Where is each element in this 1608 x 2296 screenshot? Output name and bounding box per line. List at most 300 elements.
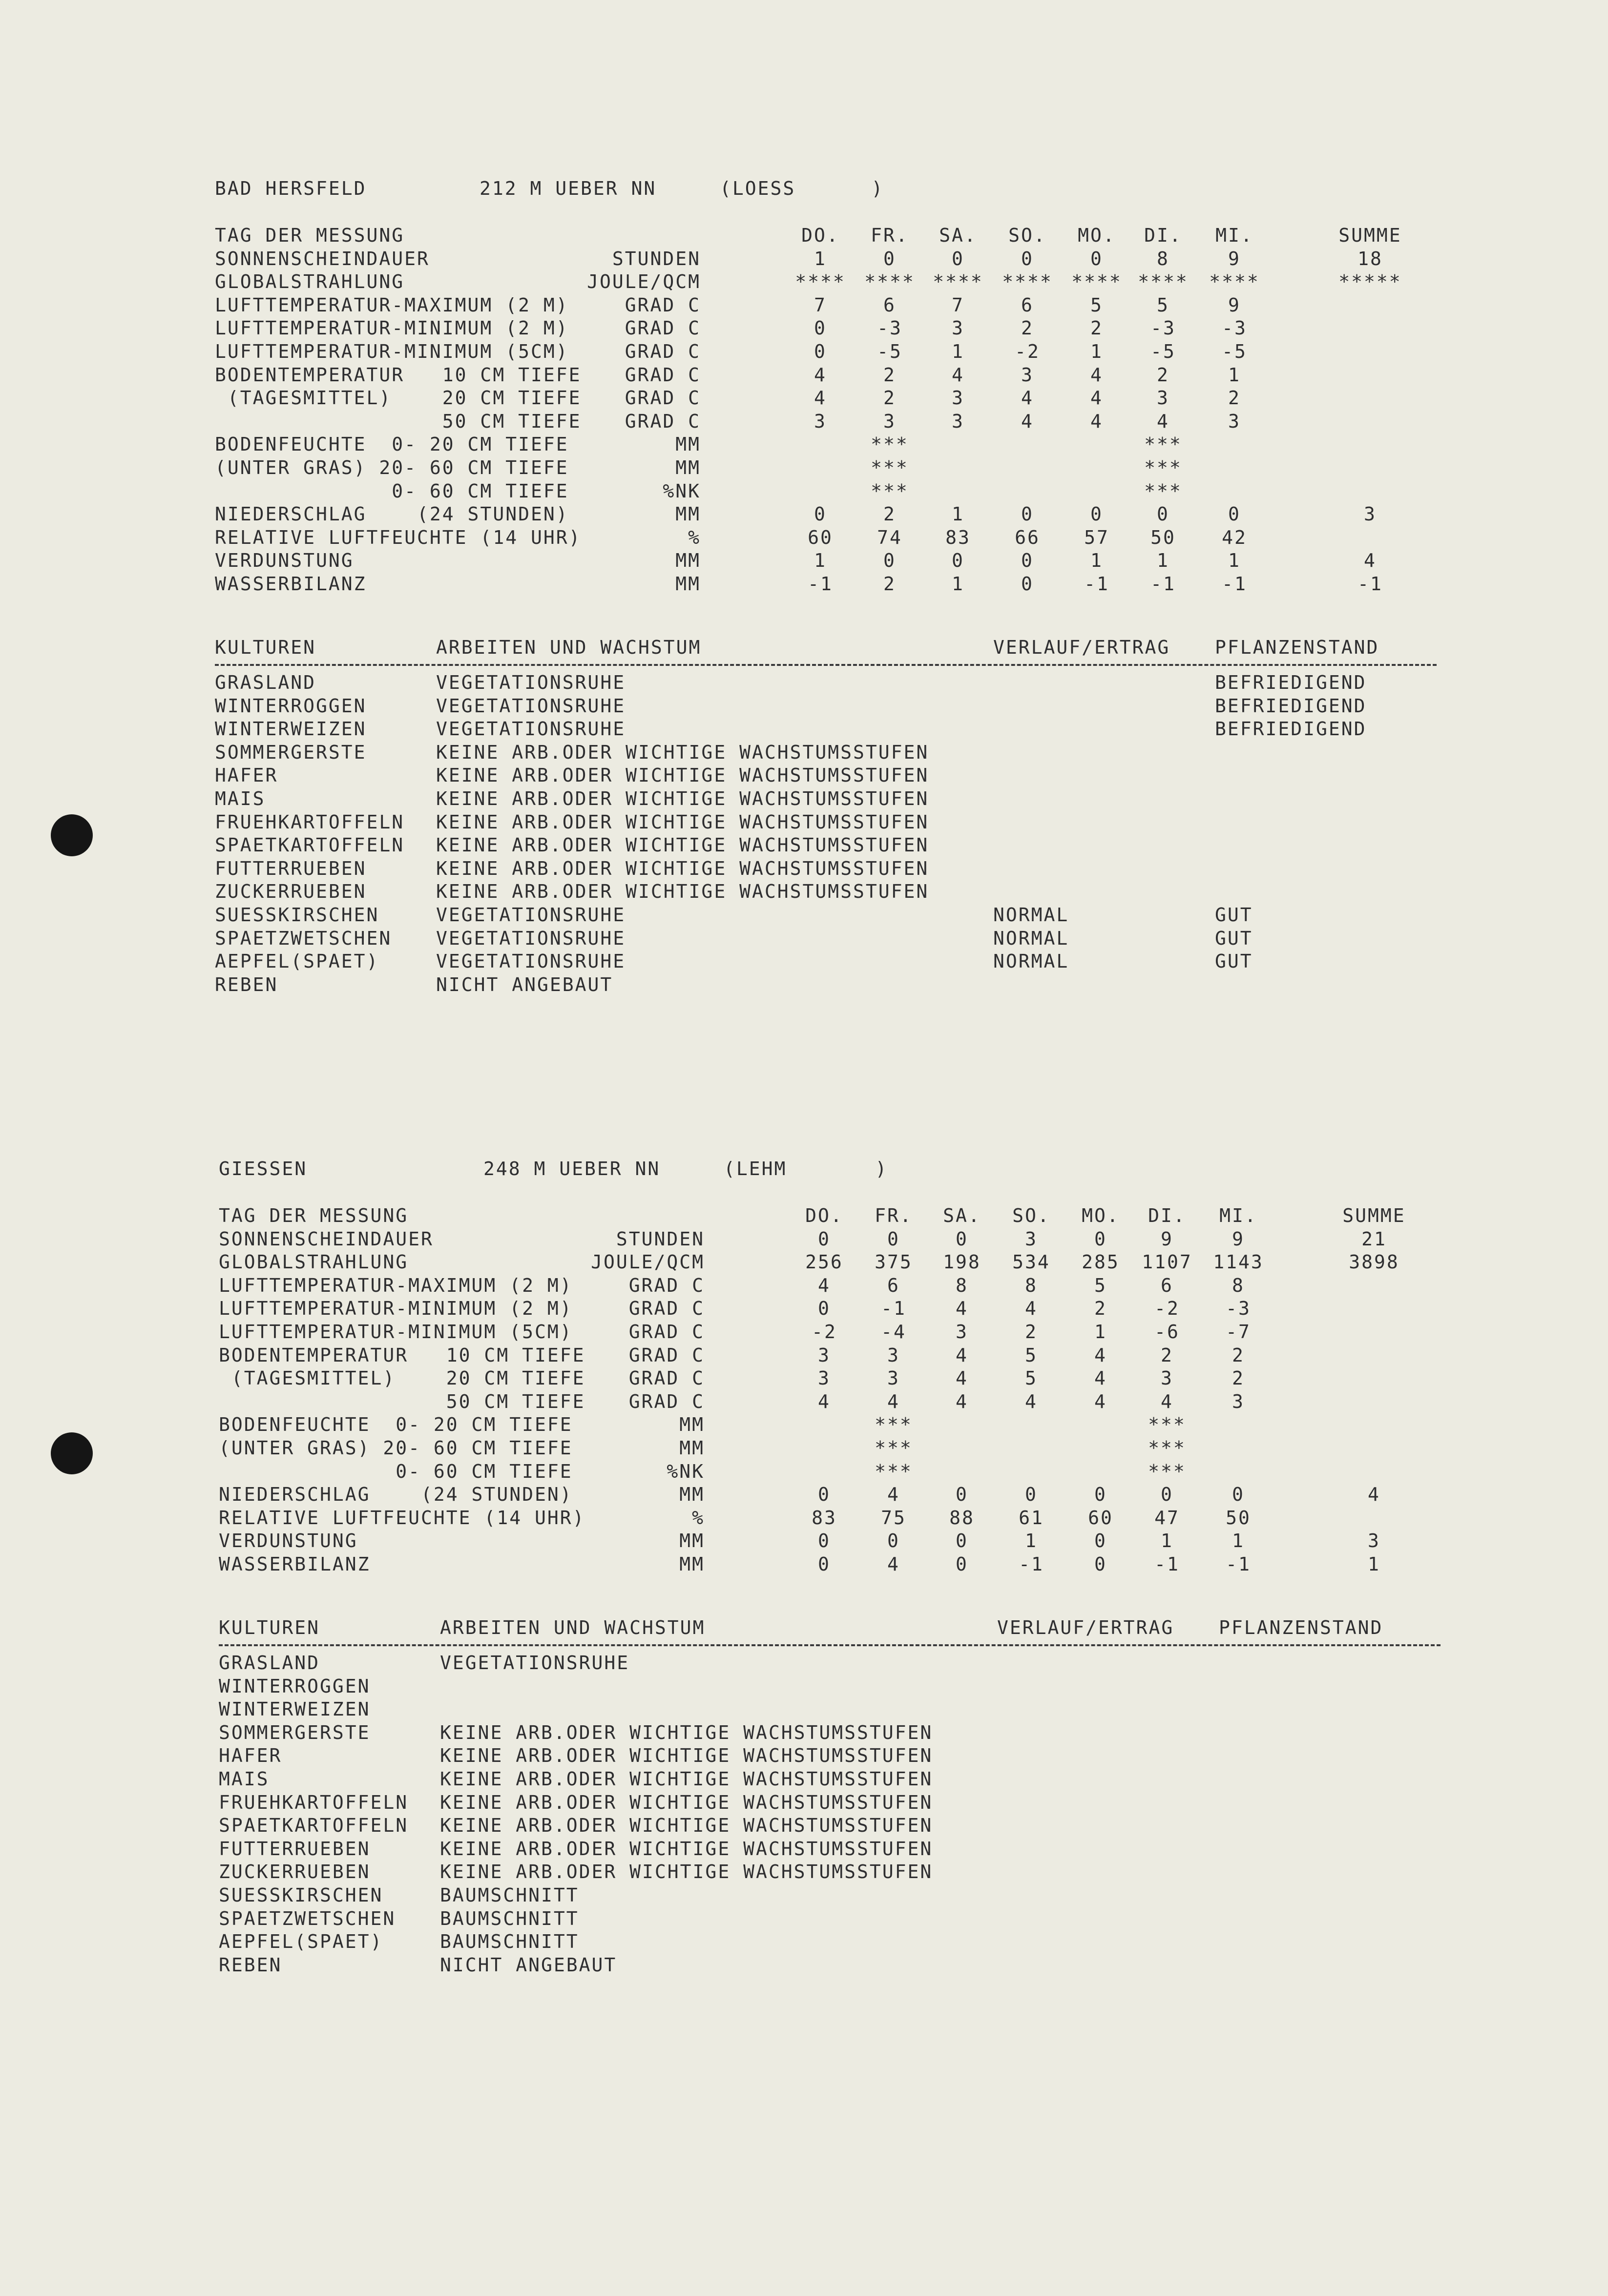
crop-name: AEPFEL(SPAET) — [215, 951, 379, 972]
weather-value: 5 — [1025, 1367, 1038, 1389]
weather-value: 0 — [814, 341, 827, 362]
weather-value: -2 — [812, 1321, 837, 1343]
weather-value: 1143 — [1213, 1251, 1264, 1273]
weather-value: 2 — [1232, 1344, 1245, 1366]
crop-name: REBEN — [215, 973, 278, 995]
weather-value: 4 — [887, 1553, 900, 1575]
weather-value: 4 — [1025, 1390, 1038, 1412]
weather-value: 4 — [887, 1390, 900, 1412]
weather-value: *** — [871, 434, 909, 455]
weather-value: 0 — [956, 1530, 968, 1552]
weather-row-unit: GRAD C — [628, 1274, 705, 1296]
weather-row-unit: MM — [679, 1553, 705, 1575]
crop-name: GRASLAND — [219, 1652, 320, 1674]
day-header: FR. — [871, 225, 909, 246]
weather-value: 0 — [1232, 1484, 1245, 1506]
crops-header-arbeiten: ARBEITEN UND WACHSTUM — [440, 1617, 706, 1638]
day-header: DI. — [1148, 1205, 1186, 1226]
weather-row-label: SONNENSCHEINDAUER — [215, 248, 430, 269]
weather-value: 6 — [1161, 1274, 1173, 1296]
weather-value: 0 — [1094, 1228, 1107, 1250]
weather-value: 8 — [956, 1274, 968, 1296]
weather-value: 6 — [887, 1274, 900, 1296]
weather-value: 1107 — [1142, 1251, 1192, 1273]
weather-value: 1 — [1228, 550, 1241, 572]
weather-sum: 3 — [1364, 503, 1377, 525]
weather-value: 0 — [1025, 1484, 1038, 1506]
weather-value: 5 — [1090, 294, 1103, 316]
weather-row-label: NIEDERSCHLAG (24 STUNDEN) — [215, 503, 569, 525]
weather-value: 4 — [956, 1298, 968, 1320]
weather-row-unit: MM — [675, 550, 701, 572]
weather-row-label: GLOBALSTRAHLUNG — [215, 271, 405, 293]
weather-row-label: SONNENSCHEINDAUER — [219, 1228, 434, 1250]
weather-value: 2 — [883, 503, 896, 525]
weather-sum: -1 — [1357, 573, 1383, 595]
weather-value: 534 — [1012, 1251, 1050, 1273]
weather-value: 0 — [952, 248, 964, 269]
weather-row-unit: MM — [675, 503, 701, 525]
weather-row-label: 0- 60 CM TIEFE — [215, 480, 569, 502]
crop-name: REBEN — [219, 1954, 282, 1976]
weather-row-label: NIEDERSCHLAG (24 STUNDEN) — [219, 1484, 573, 1506]
weather-value: -6 — [1154, 1321, 1180, 1343]
crops-separator — [215, 664, 1437, 666]
weather-value: 3 — [956, 1321, 968, 1343]
weather-value: 2 — [1232, 1367, 1245, 1389]
weather-value: 0 — [818, 1553, 831, 1575]
crop-work: BAUMSCHNITT — [440, 1884, 579, 1906]
weather-value: 0 — [883, 248, 896, 269]
station-elevation: 248 M UEBER NN — [483, 1158, 661, 1179]
weather-value: 88 — [949, 1507, 975, 1529]
weather-value: 3 — [1157, 387, 1169, 409]
weather-value: -2 — [1154, 1298, 1180, 1320]
weather-value: -2 — [1015, 341, 1040, 362]
weather-value: 3 — [952, 317, 964, 339]
weather-value: *** — [1144, 457, 1182, 478]
weather-row-label: 50 CM TIEFE — [219, 1390, 585, 1412]
weather-row-label: LUFTTEMPERATUR-MINIMUM (2 M) — [219, 1298, 573, 1320]
weather-value: 3 — [1228, 410, 1241, 432]
crop-work: KEINE ARB.ODER WICHTIGE WACHSTUMSSTUFEN — [440, 1861, 933, 1883]
weather-row-unit: GRAD C — [625, 317, 701, 339]
weather-value: 4 — [1094, 1367, 1107, 1389]
weather-value: -3 — [877, 317, 902, 339]
weather-row-unit: MM — [675, 457, 701, 478]
weather-value: 2 — [1094, 1298, 1107, 1320]
weather-value: 0 — [818, 1228, 831, 1250]
weather-row-label: WASSERBILANZ — [219, 1553, 371, 1575]
weather-value: **** — [864, 271, 915, 293]
weather-value: 4 — [1090, 364, 1103, 386]
weather-value: 2 — [883, 387, 896, 409]
weather-value: 256 — [805, 1251, 843, 1273]
crops-header-kulturen: KULTUREN — [215, 637, 316, 658]
weather-value: 42 — [1222, 526, 1247, 548]
weather-value: 0 — [1094, 1530, 1107, 1552]
weather-row-unit: GRAD C — [625, 410, 701, 432]
weather-value: *** — [871, 480, 909, 502]
weather-row-label: (UNTER GRAS) 20- 60 CM TIEFE — [219, 1437, 573, 1459]
weather-value: 9 — [1228, 294, 1241, 316]
crop-name: MAIS — [215, 788, 266, 809]
weather-row-unit: GRAD C — [628, 1298, 705, 1320]
weather-value: -1 — [1084, 573, 1109, 595]
weather-row-label: LUFTTEMPERATUR-MINIMUM (2 M) — [215, 317, 569, 339]
weather-value: 60 — [808, 526, 833, 548]
weather-value: 1 — [1025, 1530, 1038, 1552]
crops-header-arbeiten: ARBEITEN UND WACHSTUM — [436, 637, 702, 658]
weather-value: 0 — [1021, 573, 1034, 595]
weather-value: 3 — [952, 387, 964, 409]
crop-work: KEINE ARB.ODER WICHTIGE WACHSTUMSSTUFEN — [436, 765, 929, 786]
weather-row-label: (UNTER GRAS) 20- 60 CM TIEFE — [215, 457, 569, 478]
weather-value: 0 — [818, 1530, 831, 1552]
weather-sum: 21 — [1361, 1228, 1387, 1250]
day-label: TAG DER MESSUNG — [219, 1205, 409, 1226]
weather-value: 2 — [1090, 317, 1103, 339]
crop-work: VEGETATIONSRUHE — [436, 718, 626, 740]
weather-value: 4 — [1094, 1344, 1107, 1366]
weather-value: 0 — [956, 1484, 968, 1506]
weather-sum: 3 — [1368, 1530, 1380, 1552]
weather-value: 285 — [1082, 1251, 1120, 1273]
weather-row-label: GLOBALSTRAHLUNG — [219, 1251, 409, 1273]
weather-value: 4 — [814, 364, 827, 386]
weather-value: -3 — [1222, 317, 1247, 339]
weather-value: 4 — [1021, 410, 1034, 432]
weather-value: 0 — [1090, 503, 1103, 525]
weather-value: 0 — [1161, 1484, 1173, 1506]
weather-value: -3 — [1150, 317, 1176, 339]
crop-work: KEINE ARB.ODER WICHTIGE WACHSTUMSSTUFEN — [436, 881, 929, 903]
crop-work: VEGETATIONSRUHE — [436, 951, 626, 972]
weather-sum: 1 — [1368, 1553, 1380, 1575]
weather-value: 47 — [1154, 1507, 1180, 1529]
weather-value: -3 — [1226, 1298, 1251, 1320]
weather-value: 0 — [1090, 248, 1103, 269]
weather-value: *** — [1144, 434, 1182, 455]
weather-value: 4 — [1090, 387, 1103, 409]
crop-course: NORMAL — [993, 927, 1069, 949]
crop-name: AEPFEL(SPAET) — [219, 1931, 383, 1953]
weather-value: 8 — [1157, 248, 1169, 269]
day-header: MI. — [1219, 1205, 1257, 1226]
crop-name: WINTERWEIZEN — [219, 1698, 371, 1720]
weather-value: 0 — [887, 1530, 900, 1552]
crop-name: SOMMERGERSTE — [215, 741, 367, 763]
weather-value: 61 — [1019, 1507, 1044, 1529]
weather-value: -1 — [808, 573, 833, 595]
weather-value: *** — [1148, 1437, 1186, 1459]
weather-value: 0 — [814, 503, 827, 525]
weather-value: **** — [1002, 271, 1053, 293]
crop-work: NICHT ANGEBAUT — [440, 1954, 617, 1976]
weather-value: 5 — [1157, 294, 1169, 316]
weather-value: 0 — [814, 317, 827, 339]
weather-value: 4 — [1157, 410, 1169, 432]
weather-value: 74 — [877, 526, 902, 548]
weather-row-unit: MM — [679, 1414, 705, 1436]
crop-work: KEINE ARB.ODER WICHTIGE WACHSTUMSSTUFEN — [440, 1721, 933, 1743]
weather-value: -5 — [877, 341, 902, 362]
day-header: SA. — [939, 225, 977, 246]
crop-work: BAUMSCHNITT — [440, 1907, 579, 1929]
day-header: SA. — [943, 1205, 981, 1226]
weather-value: 3 — [887, 1367, 900, 1389]
weather-value: 1 — [814, 550, 827, 572]
weather-value: 4 — [818, 1274, 831, 1296]
weather-value: *** — [875, 1414, 913, 1436]
day-label: TAG DER MESSUNG — [215, 225, 405, 246]
crop-work: KEINE ARB.ODER WICHTIGE WACHSTUMSSTUFEN — [440, 1838, 933, 1860]
crops-header-stand: PFLANZENSTAND — [1215, 637, 1379, 658]
weather-value: 7 — [814, 294, 827, 316]
crop-work: KEINE ARB.ODER WICHTIGE WACHSTUMSSTUFEN — [440, 1745, 933, 1767]
weather-row-label: BODENFEUCHTE 0- 20 CM TIEFE — [219, 1414, 573, 1436]
weather-row-unit: MM — [675, 573, 701, 595]
crop-work: KEINE ARB.ODER WICHTIGE WACHSTUMSSTUFEN — [436, 811, 929, 833]
weather-row-label: VERDUNSTUNG — [215, 550, 354, 572]
crop-name: WINTERROGGEN — [219, 1675, 371, 1697]
weather-row-label: WASSERBILANZ — [215, 573, 367, 595]
day-header: DI. — [1144, 225, 1182, 246]
weather-value: 50 — [1150, 526, 1176, 548]
crop-work: KEINE ARB.ODER WICHTIGE WACHSTUMSSTUFEN — [440, 1768, 933, 1790]
weather-value: -1 — [1019, 1553, 1044, 1575]
weather-value: 4 — [818, 1390, 831, 1412]
crop-work: KEINE ARB.ODER WICHTIGE WACHSTUMSSTUFEN — [440, 1791, 933, 1813]
weather-value: 2 — [883, 573, 896, 595]
weather-value: 1 — [1094, 1321, 1107, 1343]
weather-value: **** — [1138, 271, 1189, 293]
weather-value: 4 — [956, 1344, 968, 1366]
crops-header-verlauf: VERLAUF/ERTRAG — [993, 637, 1170, 658]
crop-name: SUESSKIRSCHEN — [215, 904, 379, 926]
weather-value: 0 — [1157, 503, 1169, 525]
weather-value: 3 — [887, 1344, 900, 1366]
weather-value: 7 — [952, 294, 964, 316]
weather-value: **** — [1209, 271, 1260, 293]
weather-value: 1 — [1228, 364, 1241, 386]
weather-value: 4 — [956, 1390, 968, 1412]
weather-value: 3 — [1161, 1367, 1173, 1389]
crop-name: FUTTERRUEBEN — [219, 1838, 371, 1860]
weather-value: -5 — [1222, 341, 1247, 362]
weather-value: 4 — [1090, 410, 1103, 432]
crop-name: SPAETZWETSCHEN — [215, 927, 392, 949]
crop-work: NICHT ANGEBAUT — [436, 973, 613, 995]
weather-value: -7 — [1226, 1321, 1251, 1343]
weather-value: 0 — [818, 1298, 831, 1320]
crop-work: VEGETATIONSRUHE — [436, 927, 626, 949]
crop-name: FRUEHKARTOFFELN — [219, 1791, 409, 1813]
weather-row-label: (TAGESMITTEL) 20 CM TIEFE — [215, 387, 582, 409]
weather-value: 4 — [1021, 387, 1034, 409]
weather-value: 0 — [887, 1228, 900, 1250]
weather-sum: 4 — [1364, 550, 1377, 572]
weather-row-label: RELATIVE LUFTFEUCHTE (14 UHR) — [215, 526, 582, 548]
weather-row-label: 50 CM TIEFE — [215, 410, 582, 432]
weather-value: 5 — [1025, 1344, 1038, 1366]
crop-name: MAIS — [219, 1768, 270, 1790]
weather-value: -1 — [1222, 573, 1247, 595]
weather-value: 3 — [952, 410, 964, 432]
weather-value: 0 — [883, 550, 896, 572]
station-soil: (LEHM ) — [724, 1158, 888, 1179]
crop-name: HAFER — [215, 765, 278, 786]
weather-row-label: VERDUNSTUNG — [219, 1530, 358, 1552]
station-name: GIESSEN — [219, 1158, 308, 1179]
weather-value: 4 — [814, 387, 827, 409]
weather-row-unit: MM — [679, 1484, 705, 1506]
weather-value: 60 — [1088, 1507, 1113, 1529]
crop-course: NORMAL — [993, 904, 1069, 926]
crop-work: VEGETATIONSRUHE — [440, 1652, 630, 1674]
weather-value: -4 — [881, 1321, 906, 1343]
weather-row-unit: GRAD C — [625, 364, 701, 386]
weather-row-unit: GRAD C — [628, 1390, 705, 1412]
weather-value: **** — [1071, 271, 1122, 293]
weather-value: 75 — [881, 1507, 906, 1529]
weather-value: 3 — [883, 410, 896, 432]
weather-row-unit: %NK — [663, 480, 701, 502]
weather-value: 3 — [1021, 364, 1034, 386]
weather-value: 6 — [1021, 294, 1034, 316]
weather-value: 1 — [1090, 550, 1103, 572]
day-header: MO. — [1082, 1205, 1120, 1226]
weather-value: 4 — [956, 1367, 968, 1389]
crops-separator — [219, 1644, 1441, 1646]
weather-value: 9 — [1232, 1228, 1245, 1250]
crop-name: HAFER — [219, 1745, 282, 1767]
weather-value: 1 — [952, 573, 964, 595]
weather-row-unit: GRAD C — [628, 1344, 705, 1366]
weather-sum: ***** — [1338, 271, 1402, 293]
crops-header-kulturen: KULTUREN — [219, 1617, 320, 1638]
weather-value: 3 — [818, 1367, 831, 1389]
weather-row-unit: %NK — [667, 1460, 705, 1482]
weather-row-unit: STUNDEN — [616, 1228, 705, 1250]
weather-row-unit: GRAD C — [628, 1321, 705, 1343]
crops-header-stand: PFLANZENSTAND — [1219, 1617, 1383, 1638]
crop-work: VEGETATIONSRUHE — [436, 672, 626, 693]
weather-value: 4 — [1094, 1390, 1107, 1412]
weather-value: -1 — [1150, 573, 1176, 595]
crop-stand: GUT — [1215, 904, 1253, 926]
weather-value: 4 — [952, 364, 964, 386]
weather-sum: 3898 — [1349, 1251, 1399, 1273]
crop-work: KEINE ARB.ODER WICHTIGE WACHSTUMSSTUFEN — [436, 788, 929, 809]
weather-value: **** — [795, 271, 846, 293]
weather-row-unit: % — [688, 526, 701, 548]
station-soil: (LOESS ) — [720, 178, 884, 199]
weather-value: 5 — [1094, 1274, 1107, 1296]
sum-header: SUMME — [1342, 1205, 1406, 1226]
weather-row-label: RELATIVE LUFTFEUCHTE (14 UHR) — [219, 1507, 585, 1529]
weather-value: *** — [875, 1460, 913, 1482]
weather-value: 1 — [814, 248, 827, 269]
weather-value: 1 — [1161, 1530, 1173, 1552]
weather-value: 0 — [956, 1553, 968, 1575]
weather-value: 2 — [1025, 1321, 1038, 1343]
crop-work: KEINE ARB.ODER WICHTIGE WACHSTUMSSTUFEN — [436, 857, 929, 879]
weather-sum: 4 — [1368, 1484, 1380, 1506]
weather-value: 0 — [952, 550, 964, 572]
weather-value: 83 — [812, 1507, 837, 1529]
day-header: SO. — [1008, 225, 1046, 246]
weather-row-unit: JOULE/QCM — [587, 271, 701, 293]
weather-value: 8 — [1232, 1274, 1245, 1296]
crop-stand: GUT — [1215, 927, 1253, 949]
weather-row-label: 0- 60 CM TIEFE — [219, 1460, 573, 1482]
weather-value: 0 — [1021, 503, 1034, 525]
weather-sum: 18 — [1357, 248, 1383, 269]
crop-stand: GUT — [1215, 951, 1253, 972]
weather-value: 1 — [1157, 550, 1169, 572]
weather-row-unit: GRAD C — [625, 294, 701, 316]
crop-work: VEGETATIONSRUHE — [436, 904, 626, 926]
weather-value: *** — [875, 1437, 913, 1459]
crop-name: WINTERWEIZEN — [215, 718, 367, 740]
weather-value: 2 — [1228, 387, 1241, 409]
weather-value: 0 — [1021, 550, 1034, 572]
weather-row-unit: GRAD C — [625, 387, 701, 409]
weather-value: 1 — [1232, 1530, 1245, 1552]
weather-row-unit: MM — [679, 1530, 705, 1552]
crop-stand: BEFRIEDIGEND — [1215, 718, 1367, 740]
weather-value: *** — [1148, 1460, 1186, 1482]
crop-name: FUTTERRUEBEN — [215, 857, 367, 879]
weather-row-label: BODENTEMPERATUR 10 CM TIEFE — [219, 1344, 585, 1366]
weather-row-unit: MM — [679, 1437, 705, 1459]
weather-value: 1 — [952, 341, 964, 362]
weather-value: 83 — [945, 526, 971, 548]
day-header: DO. — [805, 1205, 843, 1226]
crop-name: WINTERROGGEN — [215, 695, 367, 717]
weather-value: 3 — [814, 410, 827, 432]
weather-value: 0 — [1094, 1553, 1107, 1575]
weather-row-label: LUFTTEMPERATUR-MAXIMUM (2 M) — [215, 294, 569, 316]
weather-row-unit: JOULE/QCM — [591, 1251, 705, 1273]
weather-value: 1 — [1090, 341, 1103, 362]
sum-header: SUMME — [1338, 225, 1402, 246]
crops-header-verlauf: VERLAUF/ERTRAG — [997, 1617, 1174, 1638]
weather-row-unit: STUNDEN — [612, 248, 701, 269]
weather-value: 9 — [1161, 1228, 1173, 1250]
weather-value: 198 — [943, 1251, 981, 1273]
punch-hole-upper — [51, 814, 93, 856]
weather-value: 3 — [818, 1344, 831, 1366]
weather-value: 1 — [952, 503, 964, 525]
weather-value: 8 — [1025, 1274, 1038, 1296]
weather-row-unit: GRAD C — [625, 341, 701, 362]
crop-course: NORMAL — [993, 951, 1069, 972]
weather-value: -5 — [1150, 341, 1176, 362]
weather-value: 9 — [1228, 248, 1241, 269]
weather-value: *** — [871, 457, 909, 478]
weather-value: 6 — [883, 294, 896, 316]
crop-name: SPAETKARTOFFELN — [219, 1815, 409, 1837]
weather-value: 2 — [1161, 1344, 1173, 1366]
weather-row-label: LUFTTEMPERATUR-MINIMUM (5CM) — [219, 1321, 573, 1343]
crop-work: BAUMSCHNITT — [440, 1931, 579, 1953]
weather-value: 4 — [1161, 1390, 1173, 1412]
crop-stand: BEFRIEDIGEND — [1215, 695, 1367, 717]
day-header: DO. — [801, 225, 839, 246]
crop-name: ZUCKERRUEBEN — [215, 881, 367, 903]
